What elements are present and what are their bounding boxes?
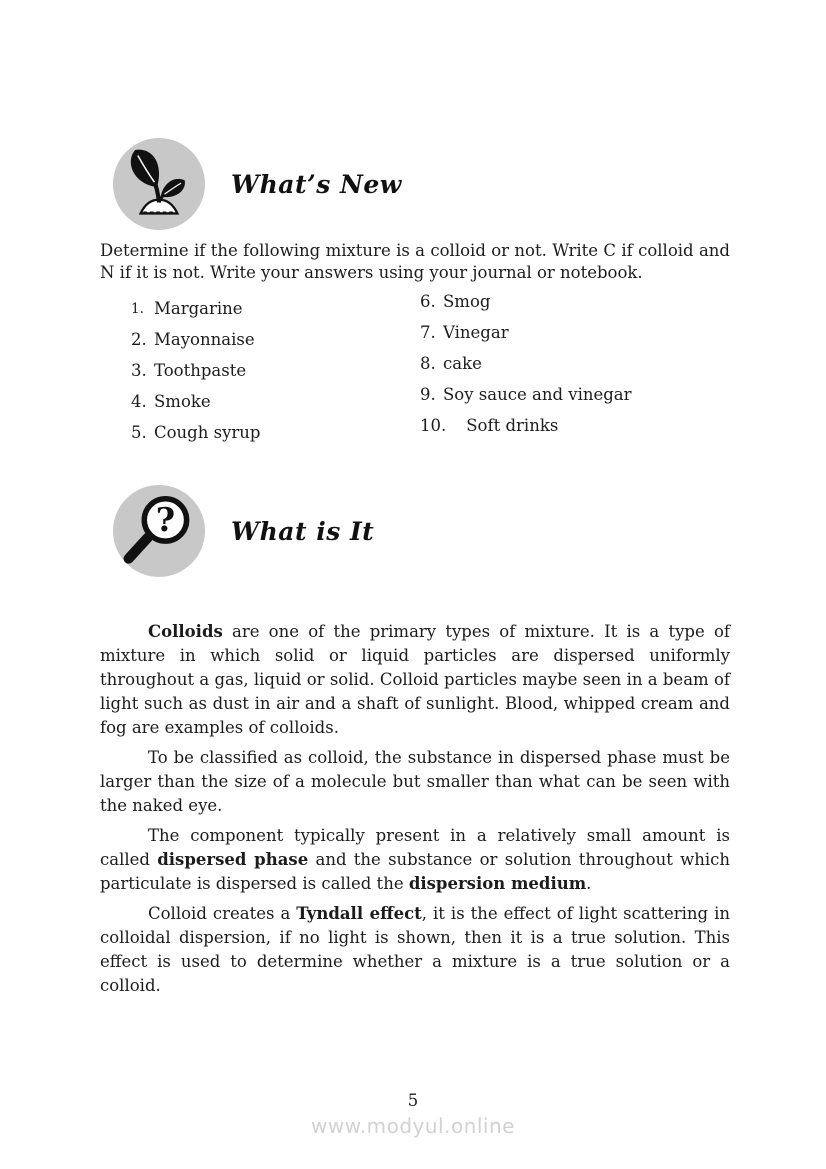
list-item-label: Vinegar bbox=[443, 323, 509, 342]
seedling-icon bbox=[113, 138, 205, 230]
list-item-number: 3. bbox=[131, 361, 147, 380]
list-item-label: Soft drinks bbox=[466, 416, 559, 435]
mixture-list-left bbox=[131, 299, 261, 454]
svg-text:?: ? bbox=[155, 500, 176, 539]
list-item-number: 7. bbox=[420, 323, 436, 342]
list-item-number: 9. bbox=[420, 385, 436, 404]
list-item-number: 6. bbox=[420, 292, 436, 311]
mixture-list bbox=[100, 292, 730, 452]
list-item bbox=[420, 416, 632, 447]
section-title-whats-new: What’s New bbox=[231, 169, 402, 199]
list-item bbox=[131, 330, 261, 361]
list-item-number: 2. bbox=[131, 330, 147, 349]
list-item bbox=[420, 323, 632, 354]
list-item-label: cake bbox=[443, 354, 482, 373]
list-item-label: Toothpaste bbox=[154, 361, 247, 380]
list-item-number: 10. bbox=[420, 416, 447, 435]
list-item bbox=[420, 385, 632, 416]
section-title-what-is-it: What is It bbox=[231, 516, 375, 546]
section-header-whats-new bbox=[113, 138, 402, 230]
paragraph-colloids: Colloids are one of the primary types of mixture. It is a type of mixture in which solid or liquid particles are dispersed uniformly throughout a gas, liquid or solid. Colloid particles maybe seen in a beam of light such as dust in air and a shaft of sunlight. Blood, whipped cream and fog are examples of colloids. bbox=[100, 622, 730, 737]
list-item bbox=[131, 392, 261, 423]
list-item-label: Soy sauce and vinegar bbox=[443, 385, 632, 404]
list-item-number: 5. bbox=[131, 423, 147, 442]
paragraph-dispersed-phase: The component typically present in a relatively small amount is called dispersed phase and the substance or solution throughout which particulate is dispersed is called the dispersion medium. bbox=[100, 826, 731, 893]
page-number: 5 bbox=[407, 1091, 419, 1110]
list-item-label: Smoke bbox=[154, 392, 211, 411]
magnifier-question-icon bbox=[113, 485, 205, 577]
list-item-label: Smog bbox=[443, 292, 491, 311]
section-header-what-is-it bbox=[113, 485, 374, 577]
list-item-label: Mayonnaise bbox=[154, 330, 255, 349]
list-item-number: 4. bbox=[131, 392, 147, 411]
list-item bbox=[131, 361, 261, 392]
watermark-text: www.modyul.online bbox=[311, 1114, 515, 1138]
body-copy bbox=[100, 620, 730, 1004]
list-item bbox=[131, 423, 261, 454]
list-item bbox=[420, 292, 632, 323]
list-item-number: 8. bbox=[420, 354, 436, 373]
list-item-number: 1. bbox=[131, 301, 144, 317]
paragraph-tyndall-effect: Colloid creates a Tyndall effect, it is the effect of light scattering in colloidal dispersion, if no light is shown, then it is a true solution. This effect is used to determine whether a mixture is a true solution or a colloid. bbox=[100, 904, 730, 995]
list-item-label: Cough syrup bbox=[154, 423, 261, 442]
list-item-label: Margarine bbox=[154, 299, 243, 318]
list-item bbox=[131, 299, 261, 330]
paragraph-classification: To be classified as colloid, the substance in dispersed phase must be larger than the size of a molecule but smaller than what can be seen with the naked eye. bbox=[100, 748, 730, 815]
instructions-text: Determine if the following mixture is a colloid or not. Write C if colloid and N if it is not. Write your answers using your journal or notebook. bbox=[100, 241, 730, 282]
mixture-list-right bbox=[420, 292, 632, 447]
list-item bbox=[420, 354, 632, 385]
